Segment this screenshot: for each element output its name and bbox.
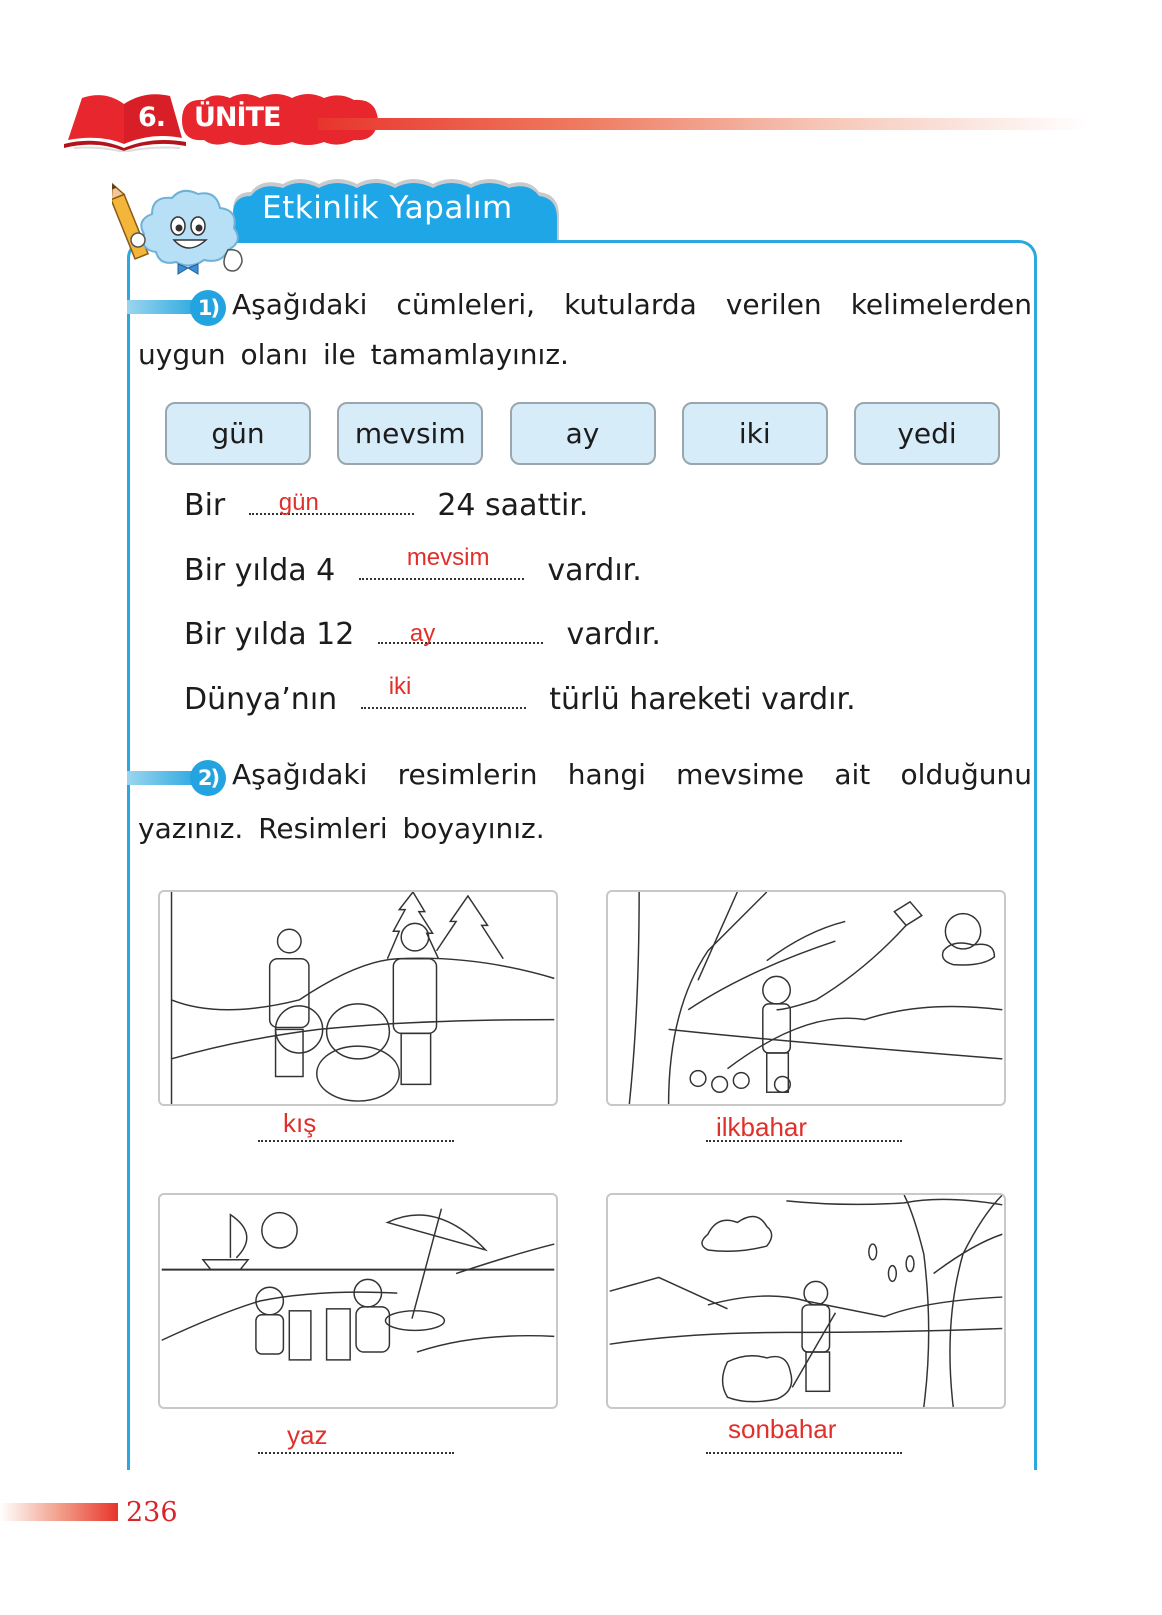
picture-spring — [606, 890, 1006, 1106]
unit-label: ÜNİTE — [194, 102, 281, 133]
sentence-4-after: türlü hareketi vardır. — [549, 682, 856, 717]
sentence-2-blank[interactable] — [359, 544, 524, 580]
word-box-yedi: yedi — [854, 402, 1000, 465]
word-box-mevsim: mevsim — [337, 402, 483, 465]
picture-autumn-answer: sonbahar — [728, 1414, 837, 1444]
winter-scene-illustration — [160, 892, 556, 1104]
summer-scene-illustration — [160, 1195, 556, 1407]
spring-scene-illustration — [608, 892, 1004, 1104]
picture-autumn-blank[interactable] — [706, 1452, 902, 1454]
sentence-2-answer: mevsim — [406, 544, 490, 571]
page-number-bar — [0, 1503, 118, 1521]
picture-summer-blank[interactable] — [258, 1452, 454, 1454]
picture-autumn — [606, 1193, 1006, 1409]
sentence-1-before: Bir — [184, 488, 226, 523]
sentence-3-after: vardır. — [566, 617, 661, 652]
sentence-3-blank[interactable] — [378, 620, 543, 647]
sentence-2-after: vardır. — [547, 553, 642, 588]
question-2-ribbon — [127, 771, 199, 785]
sentence-3 — [184, 617, 661, 657]
word-box-gun: gün — [165, 402, 311, 465]
unit-header-bar — [318, 118, 1088, 130]
question-2-number: 2) — [190, 760, 226, 796]
word-box-iki: iki — [682, 402, 828, 465]
sentence-1-after: 24 saattir. — [437, 488, 589, 523]
picture-winter-blank[interactable] — [258, 1140, 454, 1142]
question-1-number: 1) — [190, 290, 226, 326]
picture-spring-blank[interactable] — [706, 1140, 902, 1142]
picture-summer-answer: yaz — [287, 1420, 328, 1450]
cloud-mascot-icon — [112, 180, 262, 280]
unit-header — [60, 88, 1100, 152]
question-2-text-line1: Aşağıdaki resimlerin hangi mevsime ait olduğunu — [232, 758, 1032, 791]
sentence-4-blank[interactable] — [361, 673, 526, 709]
question-1-text-line2: uygun olanı ile tamamlayınız. — [138, 338, 569, 371]
sentence-1-blank[interactable] — [249, 489, 414, 516]
autumn-scene-illustration — [608, 1195, 1004, 1407]
question-2-text-line2: yazınız. Resimleri boyayınız. — [138, 812, 545, 845]
activity-title: Etkinlik Yapalım — [262, 190, 513, 226]
picture-winter-answer: kış — [283, 1108, 317, 1138]
question-1-ribbon — [127, 300, 199, 314]
sentence-3-before: Bir yılda 12 — [184, 617, 355, 652]
sentence-4-answer: iki — [388, 673, 412, 700]
sentence-3-answer: ay — [409, 620, 436, 647]
page-number: 236 — [126, 1497, 178, 1528]
picture-summer — [158, 1193, 558, 1409]
picture-winter — [158, 890, 558, 1106]
question-1-text-line1: Aşağıdaki cümleleri, kutularda verilen kelimelerden — [232, 288, 1032, 321]
word-box-ay: ay — [510, 402, 656, 465]
sentence-2 — [184, 544, 642, 593]
open-book-icon — [60, 88, 190, 152]
picture-spring-answer: ilkbahar — [716, 1112, 808, 1142]
unit-number: 6. — [138, 102, 166, 133]
sentence-2-before: Bir yılda 4 — [184, 553, 336, 588]
sentence-1-answer: gün — [278, 489, 319, 516]
sentence-1 — [184, 488, 588, 528]
word-bank — [165, 402, 1000, 466]
sentence-4-before: Dünya’nın — [184, 682, 338, 717]
sentence-4 — [184, 673, 856, 722]
